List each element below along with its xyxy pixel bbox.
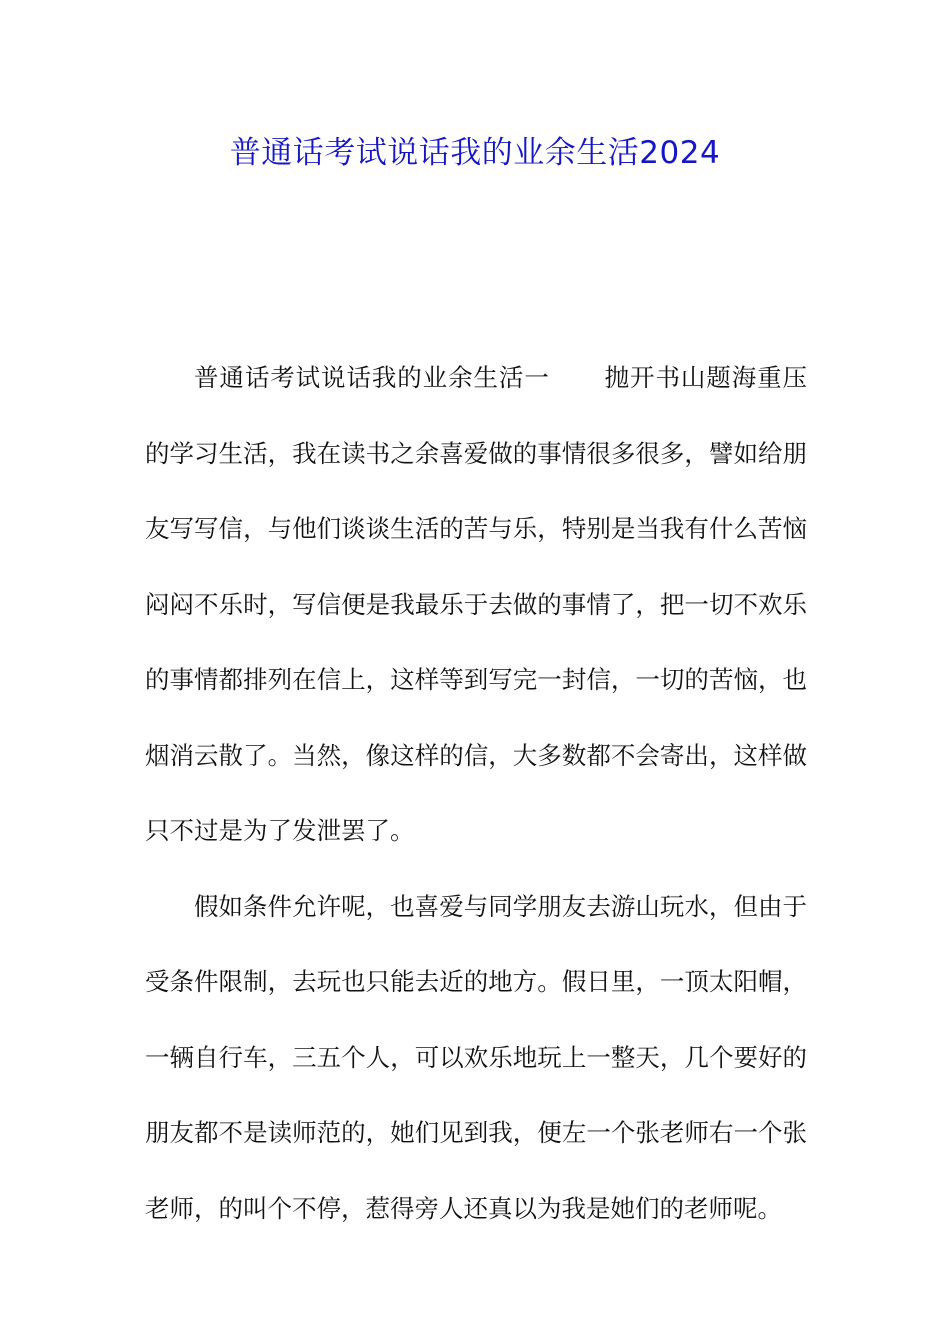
paragraph-2-text: 假如条件允许呢，也喜爱与同学朋友去游山玩水，但由于受条件限制，去玩也只能去近的地方。假日里，一顶太阳帽，一辆自行车，三五个人，可以欢乐地玩上一整天，几个要好的朋友都不是读师范的，她们见到我，便左一个张老师右一个张老师，的叫个不停，惹得旁人还真以为我是她们的老师呢。 bbox=[145, 891, 807, 1223]
document-title: 普通话考试说话我的业余生活2024 bbox=[229, 135, 721, 171]
paragraph-1 bbox=[145, 340, 807, 869]
paragraph-1-lead: 普通话考试说话我的业余生活一 bbox=[194, 363, 550, 392]
paragraph-2 bbox=[145, 869, 807, 1247]
paragraph-1-text: 抛开书山题海重压的学习生活，我在读书之余喜爱做的事情很多很多，譬如给朋友写写信，与他们谈谈生活的苦与乐，特别是当我有什么苦恼闷闷不乐时，写信便是我最乐于去做的事情了，把一切不欢乐的事情都排列在信上，这样等到写完一封信，一切的苦恼，也烟消云散了。当然，像这样的信，大多数都不会寄出，这样做只不过是为了发泄罢了。 bbox=[145, 363, 808, 845]
document-body bbox=[145, 340, 807, 1246]
